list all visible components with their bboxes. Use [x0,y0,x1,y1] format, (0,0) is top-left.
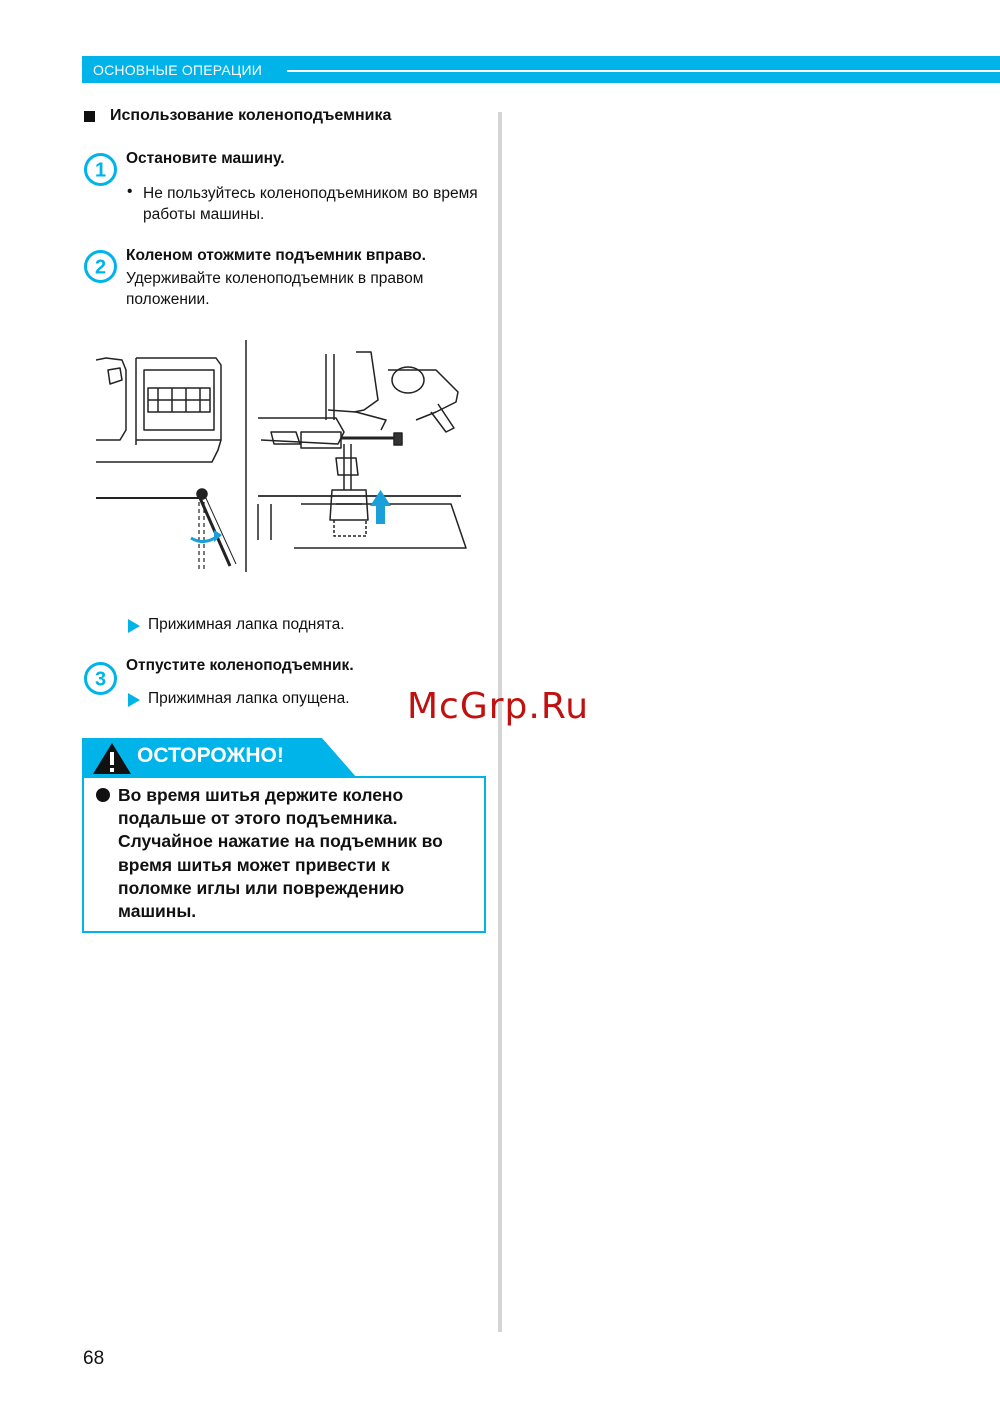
watermark: McGrp.Ru [407,686,590,727]
section-square-icon [84,111,95,122]
step-1-number-icon [84,153,117,186]
svg-text:1: 1 [94,159,107,182]
svg-text:3: 3 [94,668,107,691]
step-2-title: Коленом отожмите подъемник вправо. [126,247,426,264]
step-2-result: Прижимная лапка поднята. [148,616,345,633]
step-1-title: Остановите машину. [126,150,285,167]
caution-text: Во время шитья держите колено подальше от этого подъемника. Случайное нажатие на подъемник во время шитья может привести к поломке иглы или повреждению машины. [118,785,443,922]
step-2-text: Удерживайте коленоподъемник в правом положении. [126,270,424,308]
step-1-bullet: Не пользуйтесь коленоподъемником во время работы машины. [143,185,478,223]
step-2-number-icon [84,250,117,283]
caution-label: ОСТОРОЖНО! [137,744,284,767]
step-3-number-icon [84,662,117,695]
svg-text:2: 2 [94,256,107,279]
step-3-result: Прижимная лапка опущена. [148,690,350,707]
page-number: 68 [83,1348,105,1369]
result-arrow-icon [128,693,140,707]
result-arrow-icon [128,619,140,633]
chapter-title: ОСНОВНЫЕ ОПЕРАЦИИ [93,62,262,78]
bullet-icon [96,788,110,802]
bullet-icon: • [127,183,133,200]
step-3-title: Отпустите коленоподъемник. [126,657,354,674]
header-rule [287,70,1000,72]
knee-lifter-illustration [96,340,472,580]
section-title: Использование коленоподъемника [110,107,392,124]
